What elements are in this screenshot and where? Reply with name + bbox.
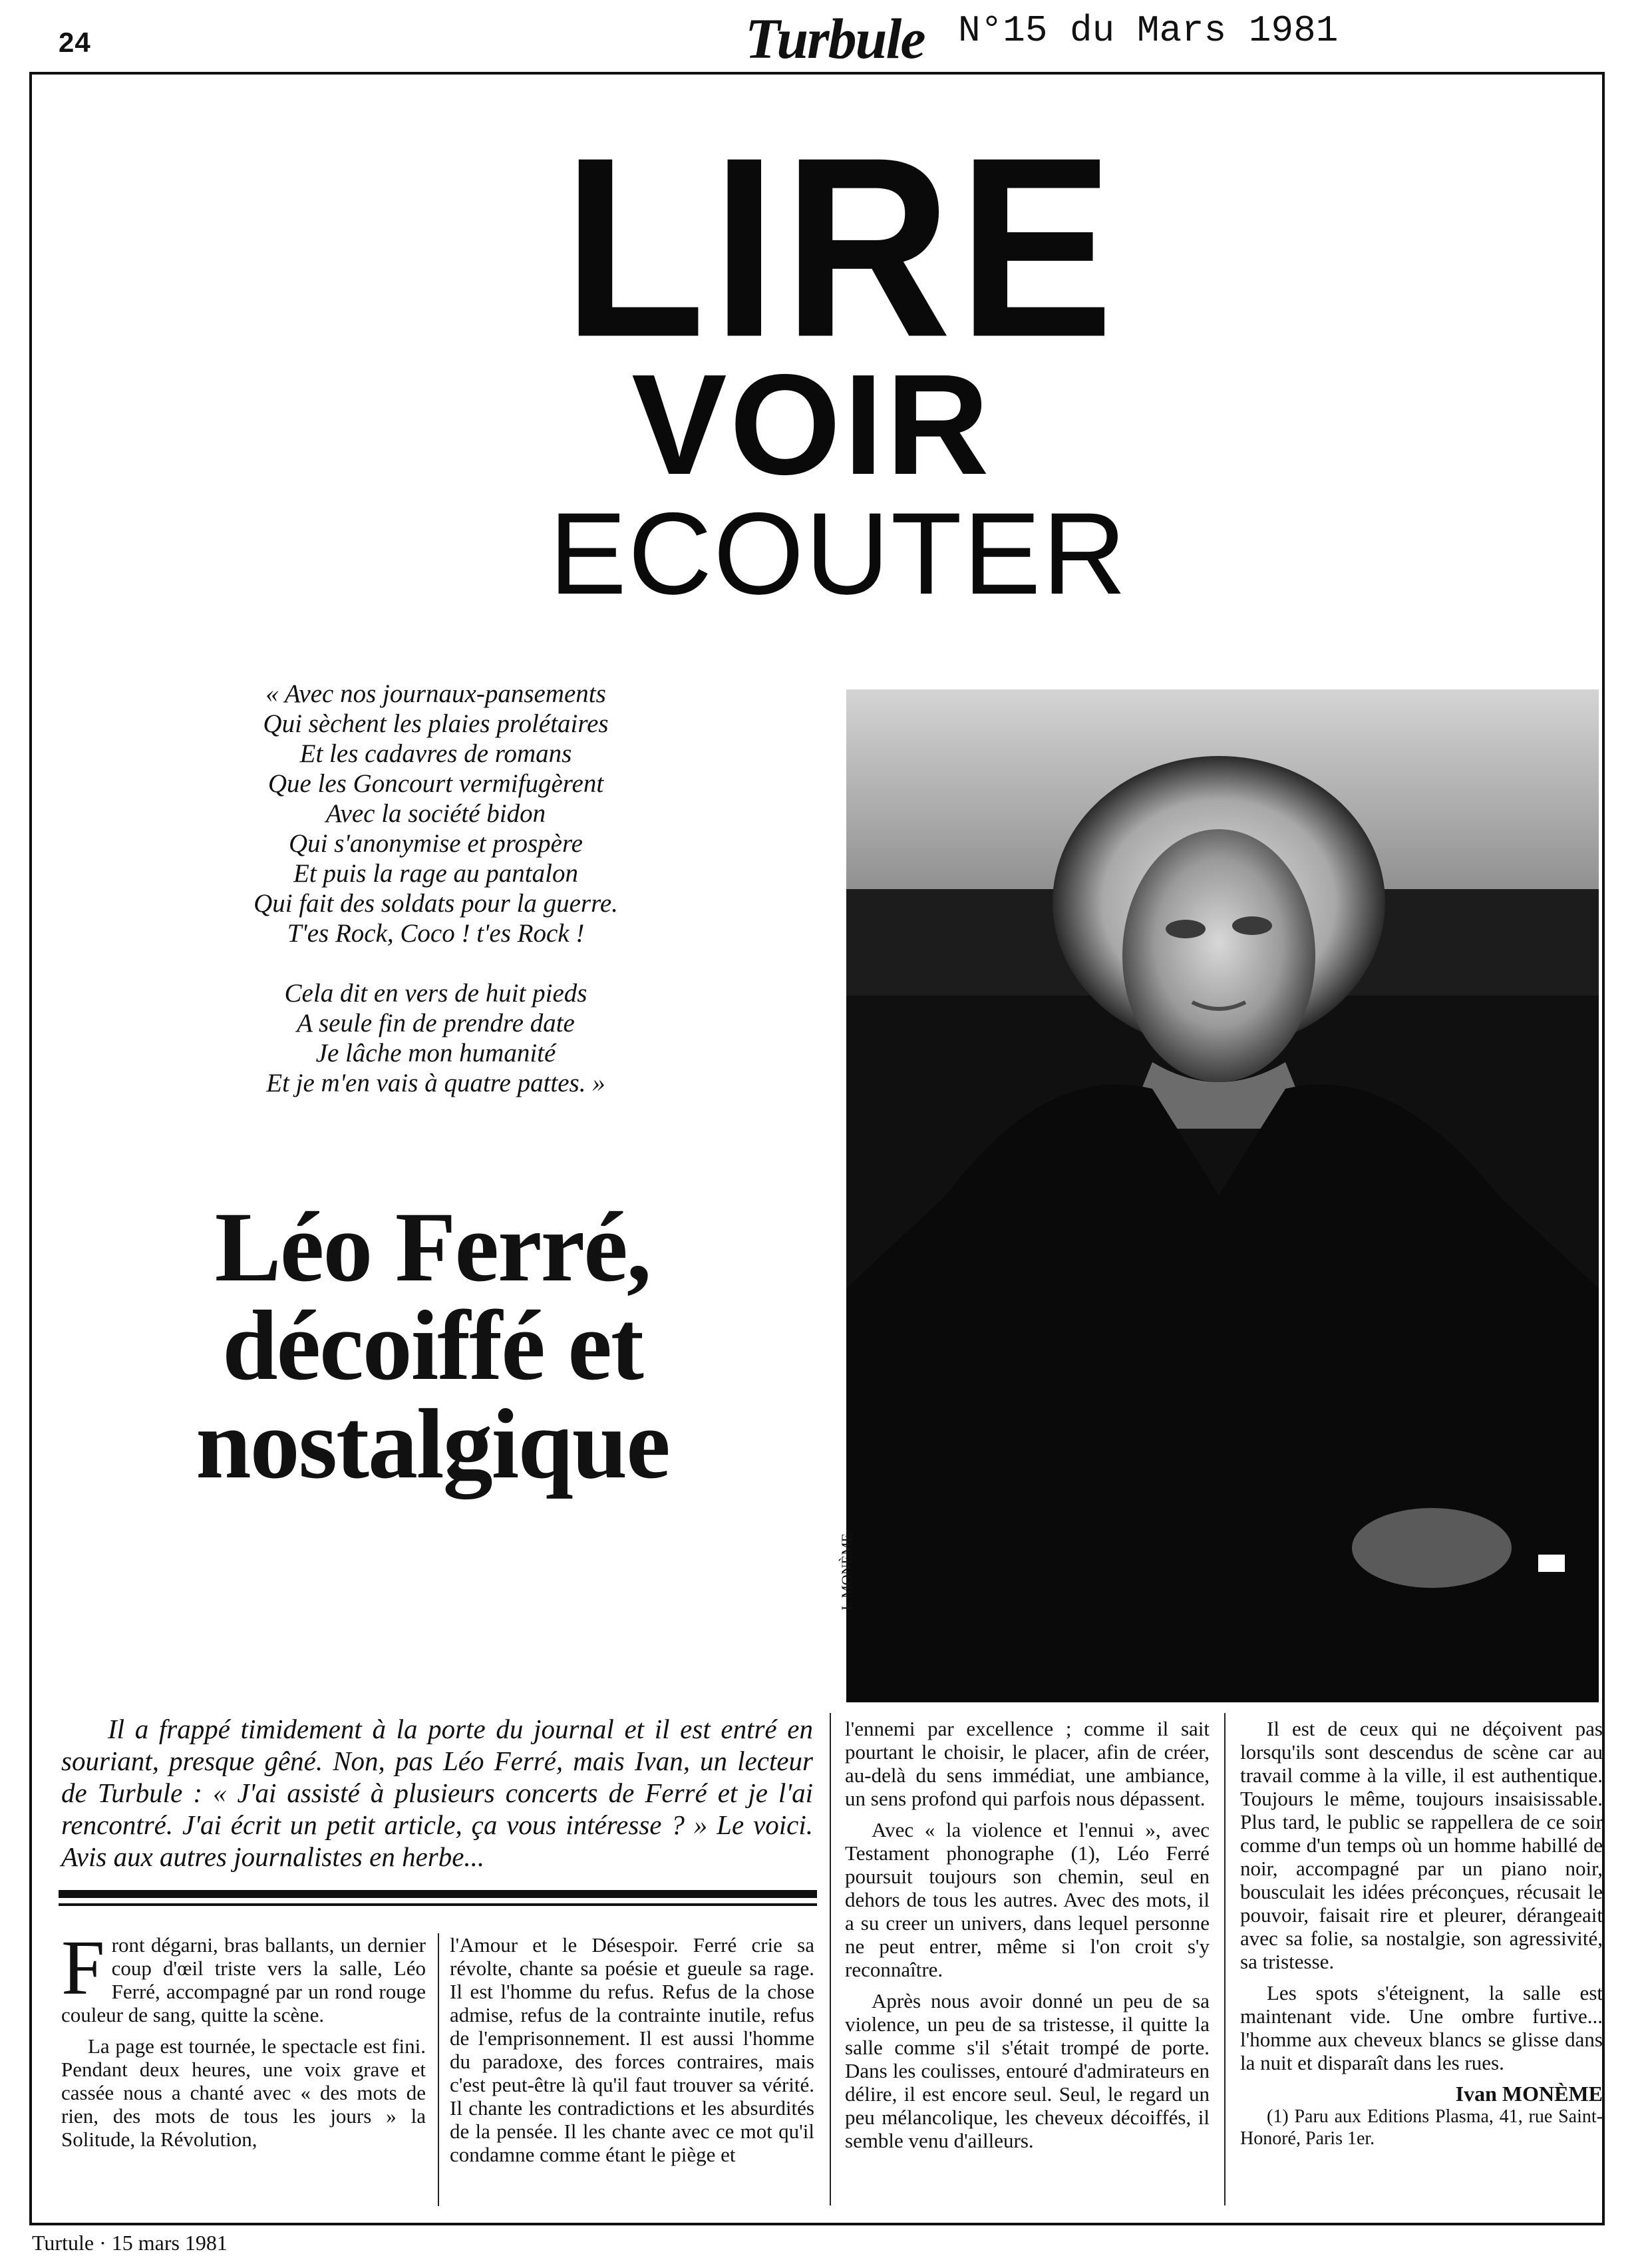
title-line: décoiffé et [222,1290,643,1401]
intro-text: Il a frappé timidement à la porte du journal et il est entré en souriant, presque gêné. Non, pas Léo Ferré, mais Ivan, un lecteur de Turbule : « J'ai assisté à plusieurs concerts de Ferré et je l'ai rencontré. J'ai écrit un petit article, ça vous intéresse ? » Le voici. Avis aux autres journalistes en herbe... [61,1714,813,1872]
headline-voir: VOIR [631,344,992,504]
column-divider [830,1713,831,2205]
article-column-4 [1240,1717,1603,2158]
poem-line: Et les cadavres de romans [299,739,572,768]
column-divider [1224,1713,1226,2205]
author-signature: Ivan MONÈME [1455,2082,1603,2106]
poem-line: Cela dit en vers de huit pieds [284,979,587,1008]
article-paragraph: l'ennemi par excellence ; comme il sait pourtant le choisir, le placer, afin de créer, au-delà du sens immédiat, une ambiance, un sens profond qui parfois nous dépassent. [845,1717,1210,1810]
poem-line: « Avec nos journaux-pansements [265,679,606,708]
article-column-3 [845,1717,1210,2160]
poem-line: Avec la société bidon [325,799,546,828]
photo-credit: I. MONÈME [838,1533,855,1610]
poem-line: Qui s'anonymise et prospère [289,829,583,858]
poem-quote [186,679,685,1098]
issue-label: N°15 du Mars 1981 [958,9,1339,52]
headline-lire: LIRE [563,104,1120,391]
article-paragraph: Il est de ceux qui ne déçoivent pas lorsqu'ils sont descendus de scène car au travail comme à la ville, il est authentique. Toujours le même, toujours insaisissable. Plus tard, le public se rappellera de ce soir comme d'un temps où un homme habillé de noir, accompagné par un piano noir, bousculait les idées préconçues, récusait le pouvoir, faisait rire et pleurer, dérangeait avec sa folie, sa nostalgie, son agressivité, sa tristesse. [1240,1717,1603,1973]
portrait-image [846,689,1599,1702]
poem-line: Que les Goncourt vermifugèrent [267,769,604,798]
poem-line: Je lâche mon humanité [315,1039,556,1067]
article-title [133,1192,732,1499]
article-paragraph: Avec « la violence et l'ennui », avec Testament phonographe (1), Léo Ferré poursuit toujours son chemin, seul en dehors de tous les autres. Avec des mots, il a su creer un univers, dans lequel personne ne peut entrer, même si l'on croit s'y reconnaître. [845,1818,1210,1981]
article-column-1 [61,1924,426,2159]
article-paragraph: l'Amour et le Désespoir. Ferré crie sa révolte, chante sa poésie et gueule sa rage. Il est l'homme du refus. Refus de la chose admise, refus de la contrainte inutile, refus de l'emprisonnement. Il est aussi l'homme du paradoxe, des forces contraires, mais c'est peut-être là qu'il faut trouver sa vérité. Il chante les contradictions et les absurdités de la pensée. Il les chante avec ce mot qu'il condamne comme étant le piège et [450,1933,814,2166]
article-column-2 [450,1933,814,2174]
page-footer: Turtule · 15 mars 1981 [32,2231,228,2255]
poem-line: Et je m'en vais à quatre pattes. » [266,1069,605,1097]
title-line: nostalgique [196,1389,669,1499]
footnote: (1) Paru aux Editions Plasma, 41, rue Saint-Honoré, Paris 1er. [1240,2106,1603,2149]
article-intro [61,1713,813,1873]
article-paragraph: Après nous avoir donné un peu de sa violence, un peu de sa tristesse, il quitte la salle comme s'il s'était trompé de porte. Dans les coulisses, entouré d'admirateurs en délire, il est encore seul. Seul, le regard un peu mélancolique, les cheveux décoiffés, il semble venu d'ailleurs. [845,1989,1210,2152]
article-paragraph: Les spots s'éteignent, la salle est maintenant vide. Une ombre furtive... l'homme aux cheveux blancs se glisse dans la nuit et disparaît dans les rues. [1240,1981,1603,2074]
column-divider [438,1933,439,2206]
magazine-logo: Turbule [745,7,925,71]
paragraph-text: ront dégarni, bras ballants, un dernier coup d'œil triste vers la salle, Léo Ferré, accompagné par un rond rouge couleur de sang, quitte la scène. [61,1933,426,2026]
title-line: Léo Ferré, [214,1192,651,1302]
poem-line: A seule fin de prendre date [297,1009,575,1038]
section-rule [59,1903,817,1906]
poem-line: Qui sèchent les plaies prolétaires [263,709,609,738]
drop-cap: F [61,1924,105,2011]
section-rule [59,1890,817,1898]
article-paragraph [61,1924,426,2026]
portrait-photo [846,689,1599,1702]
poem-line: T'es Rock, Coco ! t'es Rock ! [287,919,585,948]
headline-ecouter: ECOUTER [549,489,1128,619]
article-paragraph: La page est tournée, le spectacle est fini. Pendant deux heures, une voix grave et cassée nous a chanté avec « des mots de rien, des mots de tous les jours » la Solitude, la Révolution, [61,2034,426,2151]
poem-line: Et puis la rage au pantalon [293,859,578,888]
page-number: 24 [59,27,91,58]
poem-line: Qui fait des soldats pour la guerre. [253,889,618,918]
